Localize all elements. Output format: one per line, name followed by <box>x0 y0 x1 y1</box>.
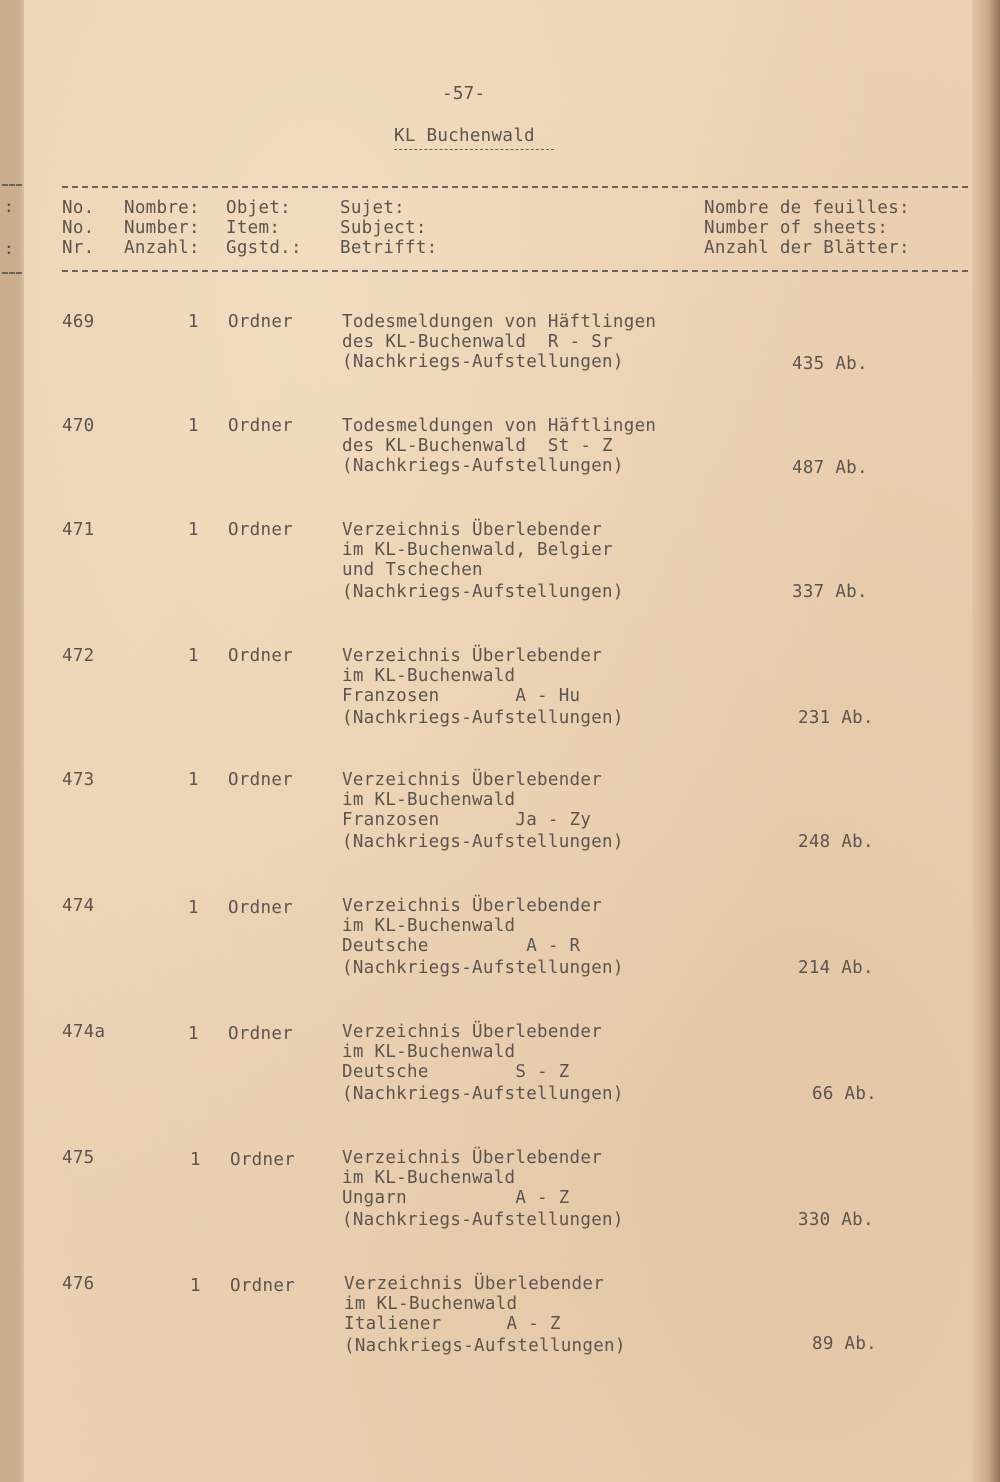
entry-item: Ordner <box>228 898 294 918</box>
previous-page-rule <box>2 272 22 274</box>
entry-item: Ordner <box>230 1276 296 1296</box>
entry-count: 1 <box>188 416 199 436</box>
header-no: Nr. <box>62 238 95 258</box>
previous-page-stub: : <box>4 239 14 258</box>
entry-number: 475 <box>62 1148 95 1168</box>
entry-number: 471 <box>62 520 95 540</box>
entry-subject-line: im KL-Buchenwald <box>342 1042 516 1062</box>
entry-subject-line: Verzeichnis Überlebender <box>344 1274 605 1294</box>
entry-sheets: 435 Ab. <box>792 354 868 374</box>
entry-subject-line: und Tschechen <box>342 560 483 580</box>
entry-subject-line: im KL-Buchenwald <box>342 916 516 936</box>
entry-item: Ordner <box>230 1150 296 1170</box>
entry-subject-line: Franzosen Ja - Zy <box>342 810 592 830</box>
header-bottom-rule <box>62 270 968 272</box>
header-item: Item: <box>226 218 281 238</box>
entry-sheets: 89 Ab. <box>812 1334 878 1354</box>
entry-subject-line: Verzeichnis Überlebender <box>342 1148 603 1168</box>
entry-subject-line: (Nachkriegs-Aufstellungen) <box>342 708 624 728</box>
entry-subject-line: Verzeichnis Überlebender <box>342 896 603 916</box>
entry-subject-line: im KL-Buchenwald <box>342 666 516 686</box>
header-count: Nombre: <box>124 198 200 218</box>
entry-count: 1 <box>190 1150 201 1170</box>
entry-subject-line: Todesmeldungen von Häftlingen <box>342 312 657 332</box>
entry-subject-line: Deutsche S - Z <box>342 1062 570 1082</box>
entry-subject-line: (Nachkriegs-Aufstellungen) <box>342 1210 624 1230</box>
entry-number: 472 <box>62 646 95 666</box>
header-subject: Betrifft: <box>340 238 438 258</box>
entry-subject-line: Verzeichnis Überlebender <box>342 1022 603 1042</box>
previous-page-stub: : <box>4 197 14 216</box>
entry-number: 476 <box>62 1274 95 1294</box>
header-no: No. <box>62 198 95 218</box>
entry-count: 1 <box>188 1024 199 1044</box>
entry-subject-line: des KL-Buchenwald St - Z <box>342 436 613 456</box>
entry-subject-line: des KL-Buchenwald R - Sr <box>342 332 613 352</box>
page-number: -57- <box>442 84 486 104</box>
entry-number: 473 <box>62 770 95 790</box>
header-item: Ggstd.: <box>226 238 302 258</box>
entry-subject-line: (Nachkriegs-Aufstellungen) <box>342 1084 624 1104</box>
entry-subject-line: Verzeichnis Überlebender <box>342 770 603 790</box>
entry-subject-line: (Nachkriegs-Aufstellungen) <box>342 832 624 852</box>
entry-number: 474a <box>62 1022 106 1042</box>
header-item: Objet: <box>226 198 292 218</box>
header-sheets: Anzahl der Blätter: <box>704 238 910 258</box>
entry-subject-line: Deutsche A - R <box>342 936 581 956</box>
entry-count: 1 <box>188 520 199 540</box>
entry-subject-line: Verzeichnis Überlebender <box>342 646 603 666</box>
entry-number: 474 <box>62 896 95 916</box>
entry-subject-line: (Nachkriegs-Aufstellungen) <box>342 456 624 476</box>
entry-subject-line: im KL-Buchenwald <box>342 790 516 810</box>
previous-page-edge <box>0 0 18 1482</box>
header-subject: Subject: <box>340 218 427 238</box>
entry-number: 470 <box>62 416 95 436</box>
entry-subject-line: Ungarn A - Z <box>342 1188 570 1208</box>
header-sheets: Nombre de feuilles: <box>704 198 910 218</box>
header-no: No. <box>62 218 95 238</box>
previous-page-rule <box>2 184 22 186</box>
page-edge <box>972 0 1000 1482</box>
entry-item: Ordner <box>228 312 294 332</box>
entry-sheets: 487 Ab. <box>792 458 868 478</box>
entry-subject-line: Todesmeldungen von Häftlingen <box>342 416 657 436</box>
entry-sheets: 231 Ab. <box>798 708 874 728</box>
entry-count: 1 <box>188 646 199 666</box>
entry-subject-line: im KL-Buchenwald <box>344 1294 518 1314</box>
entry-subject-line: Italiener A - Z <box>344 1314 561 1334</box>
entry-subject-line: Franzosen A - Hu <box>342 686 581 706</box>
header-sheets: Number of sheets: <box>704 218 889 238</box>
header-subject: Sujet: <box>340 198 406 218</box>
entry-subject-line: (Nachkriegs-Aufstellungen) <box>342 352 624 372</box>
entry-count: 1 <box>188 770 199 790</box>
entry-item: Ordner <box>228 1024 294 1044</box>
page-heading: KL Buchenwald <box>394 126 535 146</box>
heading-underline <box>394 149 554 150</box>
entry-sheets: 66 Ab. <box>812 1084 878 1104</box>
entry-item: Ordner <box>228 416 294 436</box>
entry-count: 1 <box>188 898 199 918</box>
entry-subject-line: im KL-Buchenwald <box>342 1168 516 1188</box>
entry-item: Ordner <box>228 770 294 790</box>
entry-subject-line: im KL-Buchenwald, Belgier <box>342 540 613 560</box>
entry-item: Ordner <box>228 520 294 540</box>
entry-sheets: 330 Ab. <box>798 1210 874 1230</box>
header-count: Number: <box>124 218 200 238</box>
header-count: Anzahl: <box>124 238 200 258</box>
entry-subject-line: (Nachkriegs-Aufstellungen) <box>342 958 624 978</box>
entry-item: Ordner <box>228 646 294 666</box>
entry-subject-line: Verzeichnis Überlebender <box>342 520 603 540</box>
entry-sheets: 214 Ab. <box>798 958 874 978</box>
header-top-rule <box>62 186 968 188</box>
entry-sheets: 337 Ab. <box>792 582 868 602</box>
entry-sheets: 248 Ab. <box>798 832 874 852</box>
entry-number: 469 <box>62 312 95 332</box>
entry-count: 1 <box>188 312 199 332</box>
entry-subject-line: (Nachkriegs-Aufstellungen) <box>342 582 624 602</box>
entry-count: 1 <box>190 1276 201 1296</box>
entry-subject-line: (Nachkriegs-Aufstellungen) <box>344 1336 626 1356</box>
